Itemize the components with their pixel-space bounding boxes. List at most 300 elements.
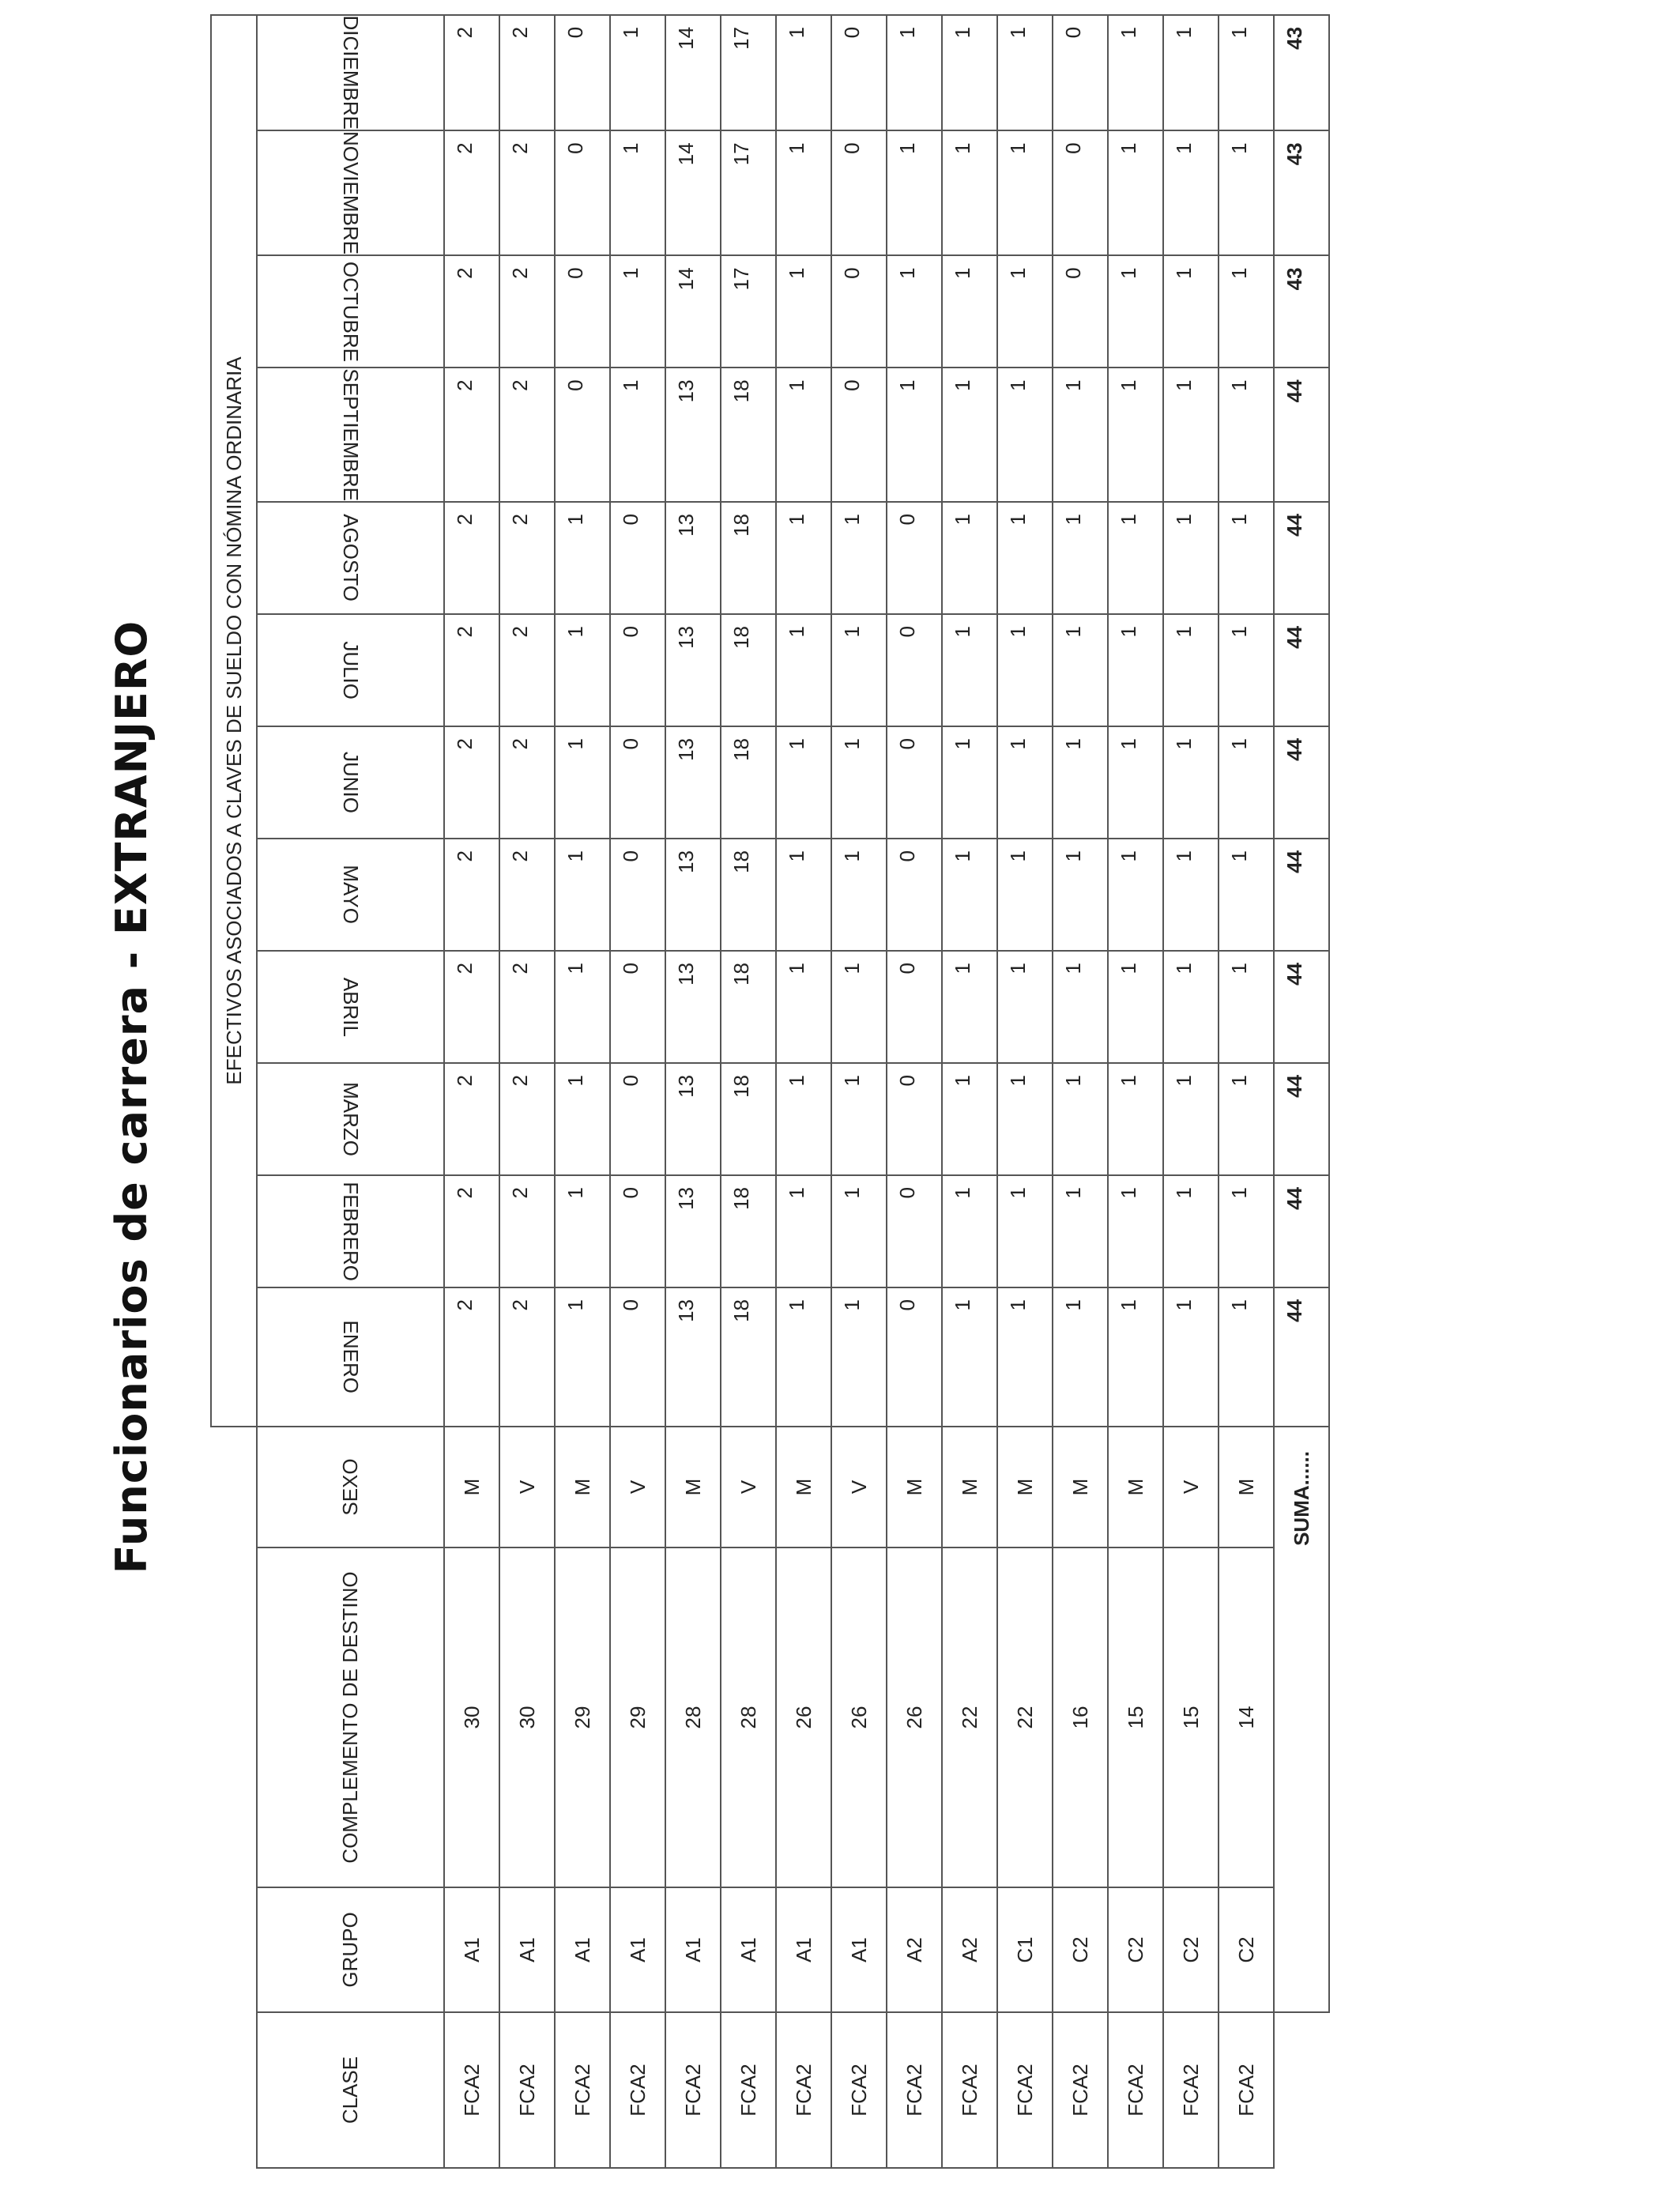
header-month-label: SEPTIEMBRE	[339, 368, 363, 501]
cell-month-value: 13	[665, 1175, 721, 1287]
header-month-label: MAYO	[339, 865, 363, 925]
cell-grupo: A1	[610, 1887, 665, 2012]
header-complemento: COMPLEMENTO DE DESTINO	[257, 1547, 444, 1887]
cell-month-value: 13	[665, 1063, 721, 1175]
cell-month-value: 0	[887, 951, 942, 1063]
cell-month-value: 1	[610, 255, 665, 368]
cell-month-value: 0	[887, 502, 942, 614]
cell-month-value: 1	[1163, 1287, 1219, 1427]
cell-grupo: C2	[1053, 1887, 1108, 2012]
cell-month-value: 1	[610, 15, 665, 130]
cell-month-value: 2	[444, 951, 499, 1063]
cell-month-value: 1	[776, 951, 831, 1063]
table-row	[665, 15, 721, 2168]
cell-month-value: 1	[942, 951, 997, 1063]
cell-month-value: 1	[942, 1063, 997, 1175]
cell-month-value: 0	[555, 255, 610, 368]
cell-grupo: C2	[1108, 1887, 1163, 2012]
cell-month-value: 1	[1163, 951, 1219, 1063]
cell-month-value: 0	[887, 614, 942, 726]
cell-grupo: A2	[942, 1887, 997, 2012]
cell-month-value: 18	[721, 839, 776, 951]
cell-clase: FCA2	[942, 2012, 997, 2168]
cell-month-value: 1	[1053, 502, 1108, 614]
cell-month-value: 1	[776, 839, 831, 951]
header-month-label: FEBRERO	[339, 1182, 363, 1281]
cell-month-value: 1	[1053, 1175, 1108, 1287]
table-row	[776, 15, 831, 2168]
header-month	[257, 130, 444, 255]
cell-month-value: 1	[1219, 368, 1274, 502]
cell-grupo: A1	[831, 1887, 887, 2012]
cell-month-value: 1	[1219, 839, 1274, 951]
cell-month-value: 1	[831, 614, 887, 726]
cell-month-value: 1	[1219, 614, 1274, 726]
cell-clase: FCA2	[1108, 2012, 1163, 2168]
cell-month-value: 2	[444, 1175, 499, 1287]
cell-month-value: 0	[887, 1175, 942, 1287]
cell-month-value: 0	[610, 1063, 665, 1175]
cell-month-value: 13	[665, 951, 721, 1063]
cell-month-value: 1	[776, 255, 831, 368]
cell-sexo: V	[831, 1427, 887, 1547]
header-row	[257, 15, 444, 2168]
cell-month-value: 1	[776, 726, 831, 839]
cell-month-value: 1	[776, 15, 831, 130]
table-row	[1163, 15, 1219, 2168]
cell-month-value: 18	[721, 726, 776, 839]
cell-month-value: 0	[1053, 15, 1108, 130]
cell-month-value: 1	[997, 614, 1053, 726]
cell-complemento: 29	[610, 1547, 665, 1887]
cell-month-value: 1	[1108, 1287, 1163, 1427]
header-month-label: MARZO	[339, 1082, 363, 1156]
cell-month-value: 2	[444, 1287, 499, 1427]
cell-complemento: 16	[1053, 1547, 1108, 1887]
cell-month-value: 0	[887, 726, 942, 839]
cell-grupo: A1	[665, 1887, 721, 2012]
cell-month-value: 1	[1219, 951, 1274, 1063]
cell-month-value: 13	[665, 1287, 721, 1427]
cell-month-value: 1	[831, 951, 887, 1063]
table-row	[610, 15, 665, 2168]
header-month	[257, 726, 444, 839]
cell-month-value: 18	[721, 614, 776, 726]
cell-month-value: 1	[776, 1287, 831, 1427]
cell-month-value: 1	[942, 130, 997, 255]
cell-month-value: 18	[721, 1287, 776, 1427]
cell-complemento: 29	[555, 1547, 610, 1887]
table-row	[444, 15, 499, 2168]
cell-grupo: A1	[499, 1887, 555, 2012]
cell-month-value: 17	[721, 15, 776, 130]
table-row	[831, 15, 887, 2168]
cell-clase: FCA2	[1219, 2012, 1274, 2168]
cell-month-value: 2	[499, 726, 555, 839]
cell-clase: FCA2	[1053, 2012, 1108, 2168]
cell-month-value: 1	[997, 1175, 1053, 1287]
cell-month-value: 1	[887, 368, 942, 502]
suma-month-value: 44	[1274, 614, 1329, 726]
table-row	[721, 15, 776, 2168]
cell-complemento: 14	[1219, 1547, 1274, 1887]
cell-month-value: 1	[1219, 726, 1274, 839]
header-sexo: SEXO	[257, 1427, 444, 1547]
cell-month-value: 1	[1219, 255, 1274, 368]
cell-month-value: 1	[997, 15, 1053, 130]
header-month	[257, 1287, 444, 1427]
cell-month-value: 2	[499, 255, 555, 368]
data-table	[210, 14, 1330, 2169]
header-month	[257, 255, 444, 368]
cell-month-value: 1	[555, 614, 610, 726]
cell-month-value: 1	[610, 130, 665, 255]
cell-month-value: 0	[887, 1063, 942, 1175]
cell-month-value: 13	[665, 839, 721, 951]
cell-complemento: 28	[721, 1547, 776, 1887]
cell-month-value: 13	[665, 502, 721, 614]
cell-month-value: 1	[942, 1287, 997, 1427]
cell-month-value: 1	[887, 130, 942, 255]
cell-sexo: V	[610, 1427, 665, 1547]
cell-complemento: 30	[499, 1547, 555, 1887]
suma-label: SUMA......	[1274, 1427, 1329, 2012]
cell-clase: FCA2	[776, 2012, 831, 2168]
cell-complemento: 26	[831, 1547, 887, 1887]
cell-month-value: 0	[1053, 255, 1108, 368]
cell-month-value: 1	[1053, 726, 1108, 839]
cell-month-value: 18	[721, 368, 776, 502]
cell-month-value: 13	[665, 726, 721, 839]
cell-clase: FCA2	[997, 2012, 1053, 2168]
cell-month-value: 1	[997, 839, 1053, 951]
cell-month-value: 1	[776, 368, 831, 502]
cell-clase: FCA2	[665, 2012, 721, 2168]
cell-complemento: 26	[887, 1547, 942, 1887]
cell-month-value: 1	[997, 130, 1053, 255]
cell-month-value: 1	[942, 502, 997, 614]
header-group-row	[211, 15, 257, 2168]
cell-month-value: 0	[610, 1175, 665, 1287]
cell-month-value: 2	[499, 614, 555, 726]
cell-month-value: 1	[555, 502, 610, 614]
cell-month-value: 0	[887, 839, 942, 951]
header-month-label: AGOSTO	[339, 514, 363, 602]
cell-month-value: 0	[610, 1287, 665, 1427]
cell-month-value: 1	[555, 1175, 610, 1287]
cell-month-value: 0	[555, 130, 610, 255]
cell-month-value: 1	[1053, 951, 1108, 1063]
cell-clase: FCA2	[831, 2012, 887, 2168]
header-month	[257, 614, 444, 726]
cell-month-value: 1	[1219, 130, 1274, 255]
suma-month-value: 44	[1274, 1063, 1329, 1175]
cell-month-value: 1	[776, 614, 831, 726]
header-month-label: ENERO	[339, 1320, 363, 1394]
cell-month-value: 1	[555, 1063, 610, 1175]
cell-sexo: M	[444, 1427, 499, 1547]
cell-month-value: 13	[665, 614, 721, 726]
suma-month-value: 43	[1274, 255, 1329, 368]
cell-month-value: 2	[499, 502, 555, 614]
cell-sexo: M	[665, 1427, 721, 1547]
suma-month-value: 43	[1274, 130, 1329, 255]
header-month	[257, 15, 444, 130]
header-month-label: NOVIEMBRE	[339, 131, 363, 255]
header-month	[257, 1063, 444, 1175]
cell-complemento: 15	[1163, 1547, 1219, 1887]
cell-month-value: 1	[942, 614, 997, 726]
cell-month-value: 1	[1108, 951, 1163, 1063]
suma-month-value: 44	[1274, 839, 1329, 951]
cell-clase: FCA2	[499, 2012, 555, 2168]
cell-month-value: 1	[997, 502, 1053, 614]
cell-grupo: A1	[555, 1887, 610, 2012]
cell-month-value: 1	[776, 1175, 831, 1287]
cell-month-value: 1	[831, 1063, 887, 1175]
cell-month-value: 1	[1108, 368, 1163, 502]
cell-month-value: 1	[555, 951, 610, 1063]
cell-month-value: 1	[1219, 1175, 1274, 1287]
cell-month-value: 0	[555, 368, 610, 502]
cell-month-value: 2	[499, 839, 555, 951]
header-month-label: JULIO	[339, 641, 363, 699]
cell-month-value: 1	[1108, 1175, 1163, 1287]
cell-month-value: 1	[776, 1063, 831, 1175]
cell-month-value: 1	[1053, 1287, 1108, 1427]
header-month	[257, 368, 444, 502]
cell-complemento: 22	[942, 1547, 997, 1887]
table-row	[942, 15, 997, 2168]
cell-month-value: 1	[1219, 1063, 1274, 1175]
cell-month-value: 1	[1163, 1063, 1219, 1175]
cell-month-value: 2	[444, 502, 499, 614]
suma-month-value: 44	[1274, 1175, 1329, 1287]
cell-month-value: 1	[887, 255, 942, 368]
header-month	[257, 1175, 444, 1287]
cell-month-value: 1	[1219, 1287, 1274, 1427]
suma-month-value: 43	[1274, 15, 1329, 130]
cell-clase: FCA2	[610, 2012, 665, 2168]
cell-month-value: 1	[1219, 15, 1274, 130]
cell-sexo: M	[997, 1427, 1053, 1547]
header-month	[257, 502, 444, 614]
cell-clase: FCA2	[1163, 2012, 1219, 2168]
cell-month-value: 1	[1163, 502, 1219, 614]
cell-month-value: 1	[942, 368, 997, 502]
cell-month-value: 0	[610, 726, 665, 839]
cell-month-value: 2	[444, 1063, 499, 1175]
cell-month-value: 1	[1108, 839, 1163, 951]
cell-month-value: 2	[444, 839, 499, 951]
cell-clase: FCA2	[887, 2012, 942, 2168]
cell-month-value: 1	[1219, 502, 1274, 614]
cell-month-value: 1	[1108, 255, 1163, 368]
cell-month-value: 2	[444, 255, 499, 368]
cell-sexo: V	[499, 1427, 555, 1547]
table-row	[1108, 15, 1163, 2168]
cell-month-value: 13	[665, 368, 721, 502]
cell-month-value: 1	[831, 726, 887, 839]
cell-month-value: 1	[997, 951, 1053, 1063]
cell-month-value: 14	[665, 255, 721, 368]
cell-month-value: 1	[1053, 1063, 1108, 1175]
cell-month-value: 0	[610, 951, 665, 1063]
cell-month-value: 14	[665, 15, 721, 130]
cell-month-value: 1	[1108, 15, 1163, 130]
cell-month-value: 1	[1163, 1175, 1219, 1287]
cell-month-value: 1	[1163, 368, 1219, 502]
cell-month-value: 1	[1108, 1063, 1163, 1175]
cell-month-value: 1	[776, 502, 831, 614]
cell-month-value: 0	[831, 368, 887, 502]
cell-grupo: A1	[444, 1887, 499, 2012]
cell-month-value: 1	[831, 839, 887, 951]
table-row	[887, 15, 942, 2168]
cell-month-value: 1	[1108, 614, 1163, 726]
cell-month-value: 0	[1053, 130, 1108, 255]
cell-sexo: M	[887, 1427, 942, 1547]
cell-month-value: 1	[997, 255, 1053, 368]
cell-month-value: 1	[942, 1175, 997, 1287]
cell-month-value: 0	[610, 614, 665, 726]
cell-month-value: 1	[555, 839, 610, 951]
cell-complemento: 26	[776, 1547, 831, 1887]
cell-month-value: 1	[997, 1063, 1053, 1175]
suma-empty	[1274, 2012, 1329, 2168]
header-month	[257, 951, 444, 1063]
table-row	[1053, 15, 1108, 2168]
cell-month-value: 17	[721, 130, 776, 255]
header-month	[257, 839, 444, 951]
suma-month-value: 44	[1274, 951, 1329, 1063]
table-row	[499, 15, 555, 2168]
cell-month-value: 1	[942, 15, 997, 130]
cell-month-value: 2	[499, 368, 555, 502]
cell-month-value: 18	[721, 502, 776, 614]
cell-complemento: 15	[1108, 1547, 1163, 1887]
cell-month-value: 17	[721, 255, 776, 368]
cell-month-value: 1	[997, 1287, 1053, 1427]
cell-sexo: M	[1108, 1427, 1163, 1547]
cell-month-value: 18	[721, 1063, 776, 1175]
header-month-label: DICIEMBRE	[339, 15, 363, 130]
cell-sexo: M	[776, 1427, 831, 1547]
cell-month-value: 1	[997, 726, 1053, 839]
cell-month-value: 1	[1163, 726, 1219, 839]
cell-sexo: M	[555, 1427, 610, 1547]
cell-month-value: 0	[887, 1287, 942, 1427]
cell-month-value: 1	[1108, 726, 1163, 839]
cell-month-value: 0	[610, 839, 665, 951]
cell-sexo: M	[942, 1427, 997, 1547]
table-row	[555, 15, 610, 2168]
cell-month-value: 2	[499, 1063, 555, 1175]
cell-month-value: 0	[555, 15, 610, 130]
cell-month-value: 1	[1053, 614, 1108, 726]
cell-clase: FCA2	[721, 2012, 776, 2168]
cell-month-value: 1	[1163, 15, 1219, 130]
cell-grupo: A1	[776, 1887, 831, 2012]
cell-month-value: 1	[1108, 502, 1163, 614]
cell-month-value: 1	[1108, 130, 1163, 255]
cell-complemento: 30	[444, 1547, 499, 1887]
cell-month-value: 1	[831, 502, 887, 614]
cell-month-value: 2	[499, 130, 555, 255]
cell-month-value: 2	[499, 1287, 555, 1427]
cell-complemento: 28	[665, 1547, 721, 1887]
cell-month-value: 2	[444, 130, 499, 255]
cell-month-value: 2	[444, 368, 499, 502]
cell-month-value: 2	[444, 614, 499, 726]
cell-month-value: 0	[610, 502, 665, 614]
header-spacer	[211, 1427, 257, 2168]
cell-month-value: 1	[1163, 130, 1219, 255]
cell-month-value: 18	[721, 1175, 776, 1287]
cell-month-value: 2	[444, 726, 499, 839]
cell-month-value: 1	[831, 1175, 887, 1287]
suma-month-value: 44	[1274, 368, 1329, 502]
cell-month-value: 1	[776, 130, 831, 255]
cell-month-value: 1	[555, 1287, 610, 1427]
cell-month-value: 1	[942, 839, 997, 951]
cell-month-value: 0	[831, 255, 887, 368]
cell-grupo: A1	[721, 1887, 776, 2012]
suma-row	[1274, 15, 1329, 2168]
cell-month-value: 1	[887, 15, 942, 130]
cell-month-value: 1	[1163, 614, 1219, 726]
cell-month-value: 1	[610, 368, 665, 502]
suma-month-value: 44	[1274, 726, 1329, 839]
page-title: Funcionarios de carrera - EXTRANJERO	[107, 620, 156, 1574]
cell-month-value: 2	[499, 1175, 555, 1287]
cell-month-value: 1	[1163, 839, 1219, 951]
header-month-label: ABRIL	[339, 977, 363, 1037]
cell-month-value: 1	[1053, 839, 1108, 951]
cell-sexo: M	[1219, 1427, 1274, 1547]
cell-month-value: 2	[499, 15, 555, 130]
cell-month-value: 0	[831, 15, 887, 130]
cell-month-value: 1	[997, 368, 1053, 502]
header-month-label: JUNIO	[339, 752, 363, 813]
cell-month-value: 14	[665, 130, 721, 255]
suma-month-value: 44	[1274, 502, 1329, 614]
cell-month-value: 1	[942, 255, 997, 368]
cell-month-value: 1	[831, 1287, 887, 1427]
cell-grupo: C2	[1163, 1887, 1219, 2012]
cell-month-value: 1	[1053, 368, 1108, 502]
suma-month-value: 44	[1274, 1287, 1329, 1427]
cell-month-value: 18	[721, 951, 776, 1063]
cell-month-value: 2	[444, 15, 499, 130]
cell-month-value: 0	[831, 130, 887, 255]
header-grupo: GRUPO	[257, 1887, 444, 2012]
cell-clase: FCA2	[555, 2012, 610, 2168]
header-efectivos: EFECTIVOS ASOCIADOS A CLAVES DE SUELDO CON NÓMINA ORDINARIA	[211, 15, 257, 1427]
cell-clase: FCA2	[444, 2012, 499, 2168]
cell-grupo: A2	[887, 1887, 942, 2012]
cell-sexo: V	[721, 1427, 776, 1547]
cell-month-value: 2	[499, 951, 555, 1063]
header-clase: CLASE	[257, 2012, 444, 2168]
cell-complemento: 22	[997, 1547, 1053, 1887]
table-row	[997, 15, 1053, 2168]
cell-month-value: 1	[942, 726, 997, 839]
table-row	[1219, 15, 1274, 2168]
cell-sexo: V	[1163, 1427, 1219, 1547]
cell-month-value: 1	[1163, 255, 1219, 368]
cell-grupo: C2	[1219, 1887, 1274, 2012]
